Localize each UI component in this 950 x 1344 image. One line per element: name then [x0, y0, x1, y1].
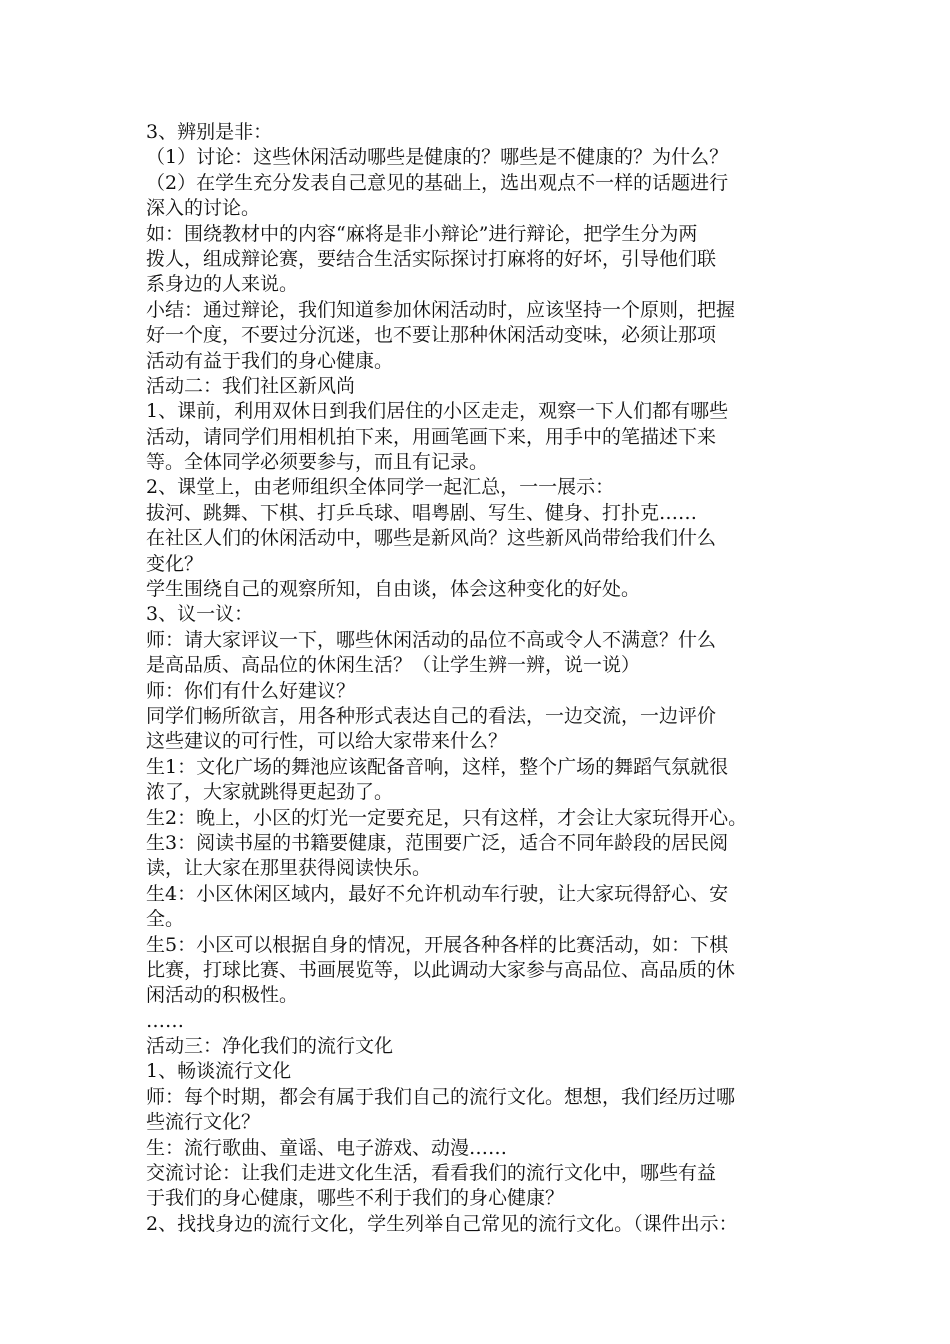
text-line: 全。: [146, 908, 185, 931]
text-line: 活动有益于我们的身心健康。: [146, 349, 394, 372]
section-heading: 活动二：我们社区新风尚: [146, 374, 356, 397]
text-line: ……: [146, 1009, 184, 1032]
document-body: [146, 120, 810, 1237]
text-line: 些流行文化？: [146, 1111, 261, 1134]
text-line: 师：你们有什么好建议？: [146, 679, 356, 702]
text-line: 系身边的人来说。: [146, 273, 299, 296]
text-line: 等。全体同学必须要参与，而且有记录。: [146, 451, 489, 474]
text-line: 1、课前，利用双休日到我们居住的小区走走，观察一下人们都有哪些: [146, 400, 729, 423]
text-line: 同学们畅所欲言，用各种形式表达自己的看法，一边交流，一边评价: [146, 704, 717, 727]
text-line: 活动，请同学们用相机拍下来，用画笔画下来，用手中的笔描述下来: [146, 425, 717, 448]
text-line: 在社区人们的休闲活动中，哪些是新风尚？这些新风尚带给我们什么: [146, 527, 717, 550]
text-line: （2）在学生充分发表自己意见的基础上，选出观点不一样的话题进行: [146, 171, 729, 194]
text-line: 读，让大家在那里获得阅读快乐。: [146, 857, 432, 880]
text-line: 师：每个时期，都会有属于我们自己的流行文化。想想，我们经历过哪: [146, 1085, 736, 1108]
text-line: 3、辨别是非：: [146, 121, 273, 143]
text-line: 这些建议的可行性，可以给大家带来什么？: [146, 730, 508, 753]
text-line: （1）讨论：这些休闲活动哪些是健康的？哪些是不健康的？为什么？: [146, 146, 729, 169]
text-line: 学生围绕自己的观察所知，自由谈，体会这种变化的好处。: [146, 578, 641, 601]
text-line: 3、议一议：: [146, 603, 254, 626]
text-line: 2、找找身边的流行文化，学生列举自己常见的流行文化。（课件出示：: [146, 1212, 738, 1235]
text-line: 比赛，打球比赛、书画展览等，以此调动大家参与高品位、高品质的休: [146, 958, 736, 981]
text-line: 变化？: [146, 552, 204, 575]
text-line: 好一个度，不要过分沉迷，也不要让那种休闲活动变味，必须让那项: [146, 324, 717, 347]
text-line: 师：请大家评议一下，哪些休闲活动的品位不高或令人不满意？什么: [146, 628, 717, 651]
text-line: 生4：小区休闲区域内，最好不允许机动车行驶，让大家玩得舒心、安: [146, 882, 729, 905]
text-line: 生2：晚上，小区的灯光一定要充足，只有这样，才会让大家玩得开心。: [146, 806, 748, 829]
text-line: 于我们的身心健康，哪些不利于我们的身心健康？: [146, 1187, 565, 1210]
text-line: 如：围绕教材中的内容“麻将是非小辩论”进行辩论，把学生分为两: [146, 222, 698, 245]
text-line: 生：流行歌曲、童谣、电子游戏、动漫……: [146, 1136, 508, 1159]
text-line: 交流讨论：让我们走进文化生活，看看我们的流行文化中，哪些有益: [146, 1162, 717, 1185]
section-heading: 活动三：净化我们的流行文化: [146, 1035, 394, 1058]
text-line: 是高品质、高品位的休闲生活？（让学生辨一辨，说一说）: [146, 654, 641, 677]
text-line: 2、课堂上，由老师组织全体同学一起汇总，一一展示：: [146, 476, 615, 499]
text-line: 深入的讨论。: [146, 197, 261, 220]
text-line: 浓了，大家就跳得更起劲了。: [146, 781, 394, 804]
text-line: 生3：阅读书屋的书籍要健康，范围要广泛，适合不同年龄段的居民阅: [146, 831, 729, 854]
text-line: 拨人，组成辩论赛，要结合生活实际探讨打麻将的好坏，引导他们联: [146, 247, 717, 270]
text-line: 生5：小区可以根据自身的情况，开展各种各样的比赛活动，如：下棋: [146, 933, 729, 956]
text-line: 生1：文化广场的舞池应该配备音响，这样，整个广场的舞蹈气氛就很: [146, 755, 729, 778]
text-line: 小结：通过辩论，我们知道参加休闲活动时，应该坚持一个原则，把握: [146, 298, 736, 321]
text-line: 1、畅谈流行文化: [146, 1060, 292, 1083]
text-line: 拔河、跳舞、下棋、打乒乓球、唱粤剧、写生、健身、打扑克……: [146, 501, 698, 524]
text-line: 闲活动的积极性。: [146, 984, 299, 1007]
